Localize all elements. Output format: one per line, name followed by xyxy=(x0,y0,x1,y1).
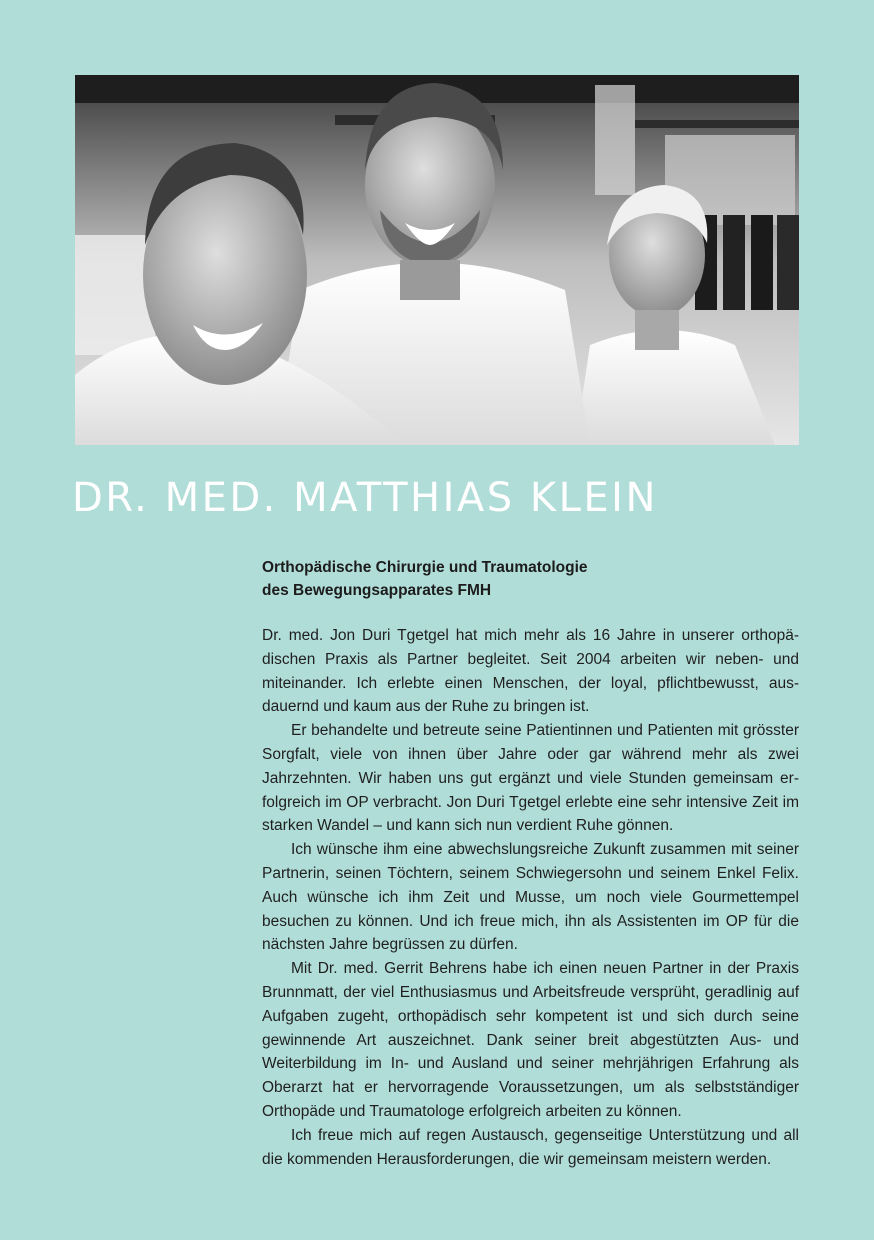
article-body xyxy=(262,624,799,1171)
specialty-line-2: des Bewegungsapparates FMH xyxy=(262,582,492,599)
team-photo-illustration xyxy=(75,75,799,445)
paragraph: Mit Dr. med. Gerrit Behrens habe ich einen neuen Partner in der Praxis Brunnmatt, der viel Enthusiasmus und Arbeitsfreude versprüht, geradlinig auf Aufgaben zugeht, orthopädisch sehr kompetent ist und sich durch seine gewinnende Art auszeichnet. Dank seiner breit abgestützten Aus- und Weiterbildung im In- und Ausland und seiner mehrjährigen Erfahrung als Oberarzt hat er hervorragende Voraussetzungen, um als selbstständiger Orthopäde und Traumatologe erfolgreich arbeiten zu können. xyxy=(262,960,799,1120)
article-content xyxy=(262,556,799,1171)
paragraph: Ich wünsche ihm eine abwechslungsreiche Zukunft zusammen mit seiner Partnerin, seinen Töchtern, seinem Schwiegersohn und seinem Enkel Felix. Auch wünsche ich ihm Zeit und Musse, um noch viele Gourmettempel besuchen zu können. Und ich freue mich, ihn als Assistenten im OP für die nächsten Jahre begrüssen zu dürfen. xyxy=(262,841,799,954)
doctor-name-heading: DR. MED. MATTHIAS KLEIN xyxy=(72,475,658,521)
team-photo xyxy=(75,75,799,445)
specialty-line-1: Orthopädische Chirurgie und Traumatologie xyxy=(262,559,588,576)
specialty-subtitle xyxy=(262,556,799,602)
paragraph: Dr. med. Jon Duri Tgetgel hat mich mehr als 16 Jahre in unserer orthopädischen Praxis als Partner begleitet. Seit 2004 arbeiten wir neben- und miteinander. Ich erlebte einen Menschen, der loyal, pflichtbewusst, ausdauernd und kaum aus der Ruhe zu bringen ist. xyxy=(262,627,799,716)
paragraph: Ich freue mich auf regen Austausch, gegenseitige Unterstützung und all die kommenden Herausforderungen, die wir gemeinsam meistern werden. xyxy=(262,1126,799,1168)
paragraph: Er behandelte und betreute seine Patientinnen und Patienten mit grösster Sorgfalt, viele von ihnen über Jahre oder gar während mehr als zwei Jahrzehnten. Wir haben uns gut ergänzt und viele Stunden gemeinsam erfolgreich im OP verbracht. Jon Duri Tgetgel erlebte eine sehr intensive Zeit im starken Wandel – und kann sich nun verdient Ruhe gönnen. xyxy=(262,722,799,835)
